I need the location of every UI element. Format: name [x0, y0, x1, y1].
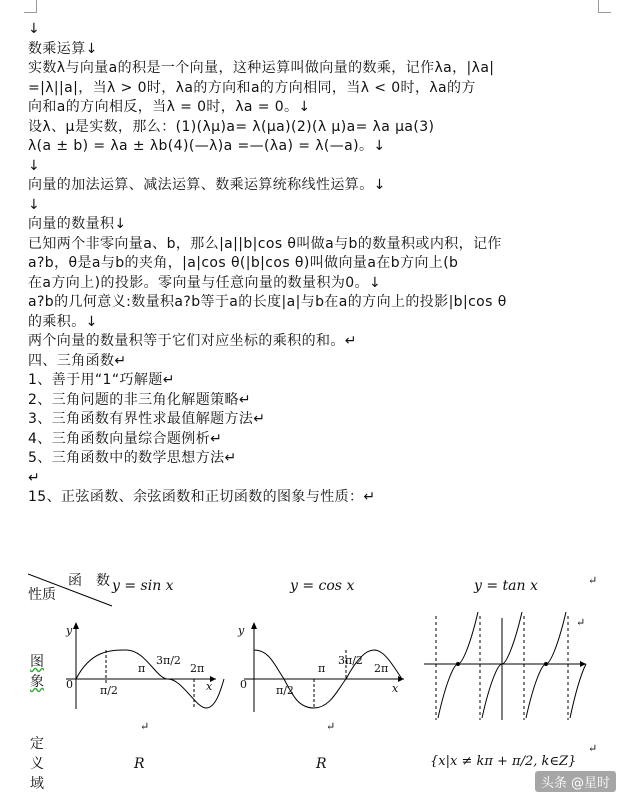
cell-mark: ↵: [576, 616, 586, 629]
text-line: 的乘积。↓: [28, 313, 98, 330]
list-item: 1、善于用“1“巧解题↵: [28, 372, 175, 388]
list-item: 4、三角函数向量综合题例析↵: [28, 430, 223, 447]
text-line: 两个向量的数量积等于它们对应坐标的乘积的和。↵: [28, 333, 357, 349]
text-line: 实数λ与向量a的积是一个向量，这种运算叫做向量的数乘，记作λa，|λa|: [28, 60, 495, 76]
domain-cos: R: [316, 756, 327, 772]
cos-pi: π: [318, 662, 326, 675]
list-item: 3、三角函数有界性求最值解题方法↵: [28, 411, 266, 427]
text-line: ↓: [28, 157, 41, 174]
cos-axis-y: y: [238, 624, 245, 637]
row-label-domain: 定义域: [30, 736, 44, 792]
cell-mark: ↵: [588, 574, 598, 587]
corner-header-property: 性质: [28, 587, 56, 603]
domain-tan: {x|x ≠ kπ + π/2, k∈Z}: [430, 754, 577, 769]
text-line: =|λ||a|，当λ > 0时，λa的方向和a的方向相同，当λ < 0时，λa的方: [28, 79, 476, 96]
sin-3pi-2: 3π/2: [156, 654, 181, 667]
text-line: 在a方向上)的投影。零向量与任意向量的数量积为0。↓: [28, 274, 382, 291]
text-line: ↓: [28, 196, 41, 213]
text-line: ↓: [28, 21, 41, 37]
tangent-graph: [420, 612, 590, 722]
heading-trig-functions: 四、三角函数↵: [28, 352, 127, 369]
cos-axis-x: x: [392, 682, 399, 695]
text-line: 向量的加法运算、减法运算、数乘运算统称线性运算。↓: [28, 177, 386, 193]
cos-origin: 0: [240, 678, 247, 691]
list-item: 5、三角函数中的数学思想方法↵: [28, 450, 237, 466]
sin-pi-half: π/2: [100, 684, 118, 697]
sin-axis-y: y: [66, 624, 73, 637]
trig-properties-table: [28, 572, 598, 802]
heading-scalar-multiplication: 数乘运算↓: [28, 40, 98, 57]
text-line: 向和a的方向相反，当λ = 0时，λa = 0。↓: [28, 99, 311, 115]
text-line: λ(a ± b) = λa ± λb(4)(—λ)a =—(λa) = λ(—a)。↓: [28, 138, 386, 154]
watermark: 头条 @星时: [535, 771, 616, 792]
text-line: ↵: [28, 469, 41, 486]
col-header-cos: y = cos x: [290, 578, 355, 594]
page-corner-left: [24, 0, 37, 13]
domain-sin: R: [134, 756, 145, 772]
corner-header-function: 函 数: [68, 573, 110, 589]
col-header-sin: y = sin x: [112, 578, 174, 594]
text-line: a?b，θ是a与b的夹角，|a|cos θ(|b|cos θ)叫做向量a在b方向上(b: [28, 255, 459, 271]
cos-2pi: 2π: [374, 662, 389, 675]
text-line: 已知两个非零向量a、b，那么|a||b|cos θ叫做a与b的数量积或内积，记作: [28, 235, 502, 252]
heading-graphs-properties: 15、正弦函数、余弦函数和正切函数的图象与性质：↵: [28, 489, 376, 505]
document-body: [28, 20, 590, 508]
sin-axis-x: x: [206, 680, 213, 693]
heading-dot-product: 向量的数量积↓: [28, 216, 127, 232]
cell-mark: ↵: [588, 742, 598, 755]
list-item: 2、三角问题的非三角化解题策略↵: [28, 391, 252, 408]
cos-3pi-2: 3π/2: [338, 654, 363, 667]
text-line: 设λ、μ是实数，那么：(1)(λμ)a= λ(μa)(2)(λ μ)a= λa μa(3): [28, 118, 435, 135]
sin-pi: π: [138, 662, 146, 675]
cell-mark: ↵: [326, 720, 336, 733]
cos-pi-half: π/2: [276, 684, 294, 697]
sin-origin: 0: [66, 678, 73, 691]
cell-mark: ↵: [140, 720, 150, 733]
page-corner-right: [598, 0, 611, 13]
row-label-graph: 图象: [30, 654, 44, 690]
col-header-tan: y = tan x: [474, 578, 538, 594]
sin-2pi: 2π: [190, 662, 205, 675]
text-line: a?b的几何意义:数量积a?b等于a的长度|a|与b在a的方向上的投影|b|cos θ: [28, 294, 507, 310]
